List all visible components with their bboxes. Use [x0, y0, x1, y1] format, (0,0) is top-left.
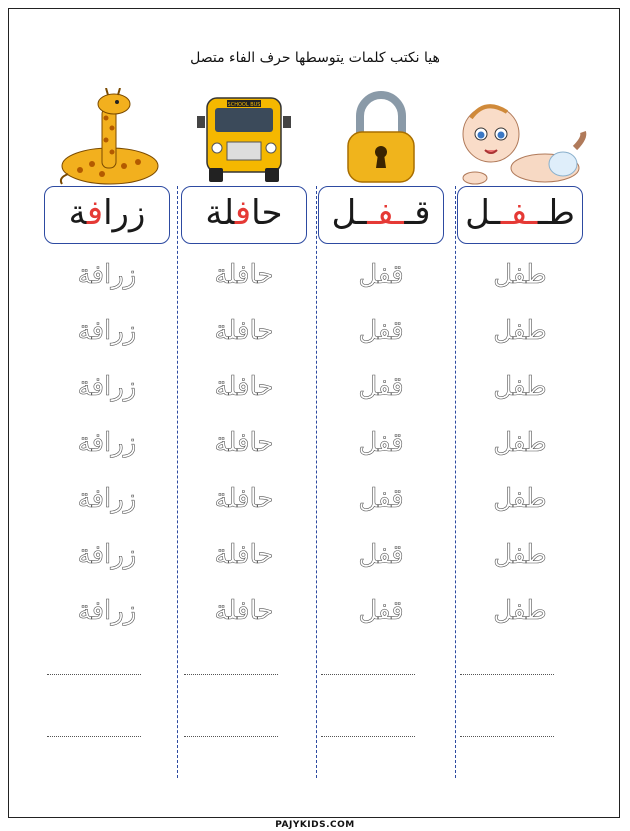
writing-line[interactable]	[47, 674, 141, 675]
trace-word: طفل	[493, 260, 547, 290]
trace-word: طفل	[493, 596, 547, 626]
trace-word: حافلة	[214, 372, 274, 402]
trace-word: زرافة	[77, 596, 137, 626]
bus-sign: SCHOOL BUS	[227, 102, 261, 108]
trace-word: زرافة	[77, 484, 137, 514]
site-credit: PAJYKIDS.COM	[269, 820, 361, 830]
trace-word: حافلة	[214, 484, 274, 514]
trace-word: قفل	[358, 316, 404, 346]
column-divider	[177, 186, 178, 778]
trace-word: طفل	[493, 540, 547, 570]
trace-word: طفل	[493, 316, 547, 346]
trace-word: قفل	[358, 372, 404, 402]
worksheet-title: هيا نكتب كلمات يتوسطها حرف الفاء متصل	[190, 50, 440, 66]
footer	[0, 812, 630, 831]
trace-word: قفل	[358, 260, 404, 290]
trace-word: حافلة	[214, 428, 274, 458]
word-box-padlock: قــفــل	[318, 186, 444, 244]
writing-line[interactable]	[184, 736, 278, 737]
trace-word: زرافة	[77, 260, 137, 290]
trace-word: حافلة	[214, 596, 274, 626]
trace-word: قفل	[358, 596, 404, 626]
trace-word: زرافة	[77, 316, 137, 346]
writing-line[interactable]	[321, 736, 415, 737]
trace-word: زرافة	[77, 372, 137, 402]
column-divider	[316, 186, 317, 778]
word-box-bus: حافلة	[181, 186, 307, 244]
trace-word: حافلة	[214, 260, 274, 290]
trace-word: حافلة	[214, 540, 274, 570]
word-box-baby: طــفــل	[457, 186, 583, 244]
writing-line[interactable]	[321, 674, 415, 675]
padlock-illustration	[306, 88, 456, 188]
trace-word: طفل	[493, 372, 547, 402]
column-bus	[169, 88, 319, 778]
giraffe-illustration	[32, 88, 182, 188]
trace-word: قفل	[358, 428, 404, 458]
writing-line[interactable]	[184, 674, 278, 675]
school-bus-illustration	[169, 88, 319, 188]
word-box-giraffe: زرافة	[44, 186, 170, 244]
column-divider	[455, 186, 456, 778]
trace-word: حافلة	[214, 316, 274, 346]
trace-word: طفل	[493, 428, 547, 458]
trace-word: قفل	[358, 540, 404, 570]
baby-illustration	[445, 88, 595, 188]
writing-line[interactable]	[460, 736, 554, 737]
column-baby	[445, 88, 595, 778]
writing-line[interactable]	[47, 736, 141, 737]
trace-word: زرافة	[77, 540, 137, 570]
column-padlock	[306, 88, 456, 778]
column-giraffe	[32, 88, 182, 778]
trace-word: قفل	[358, 484, 404, 514]
writing-line[interactable]	[460, 674, 554, 675]
trace-word: زرافة	[77, 428, 137, 458]
trace-word: طفل	[493, 484, 547, 514]
